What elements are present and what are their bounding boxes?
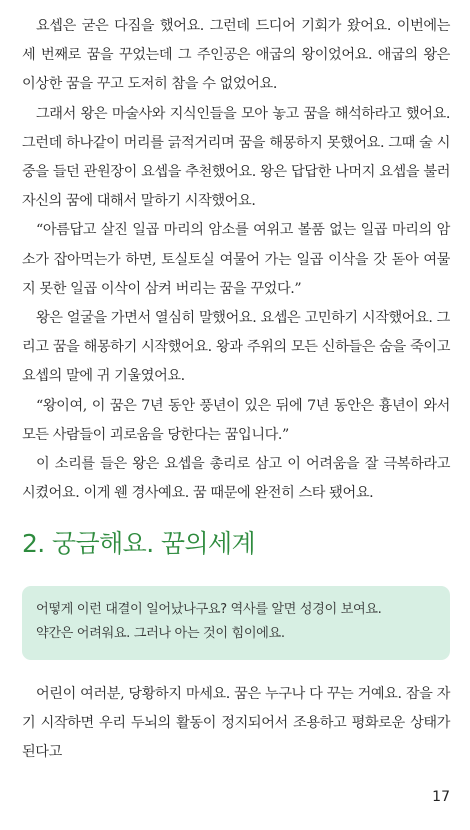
callout-line: 어떻게 이런 대결이 일어났나구요? 역사를 알면 성경이 보여요.: [36, 602, 382, 617]
quote-paragraph: “아름답고 살진 일곱 마리의 암소를 여위고 볼품 없는 일곱 마리의 암소가 잡아먹는가 하면, 토실토실 여물어 가는 일곱 이삭을 갓 돋아 여물지 못한 일곱 이삭이 삼켜 버리는 꿈을 꾸었다.”: [22, 222, 450, 297]
paragraph: 왕은 얼굴을 가면서 열심히 말했어요. 요셉은 고민하기 시작했어요. 그리고 꿈을 해몽하기 시작했어요. 왕과 주위의 모든 신하들은 숨을 죽이고 요셉의 말에 귀 기울였어요.: [22, 310, 450, 385]
page-number: 17: [432, 789, 450, 805]
quote-paragraph: “왕이여, 이 꿈은 7년 동안 풍년이 있은 뒤에 7년 동안은 흉년이 와서 모든 사람들이 괴로움을 당한다는 꿈입니다.”: [22, 397, 450, 443]
section-heading: 2. 궁금해요. 꿈의세계: [22, 529, 256, 558]
story-text-block: [22, 12, 450, 508]
callout-line: 약간은 어려워요. 그러나 아는 것이 힘이에요.: [36, 626, 285, 641]
callout-box: [22, 586, 450, 660]
paragraph: 이 소리를 들은 왕은 요셉을 총리로 삼고 이 어려움을 잘 극복하라고 시켰어요. 이게 웬 경사예요. 꿈 때문에 완전히 스타 됐어요.: [22, 456, 450, 502]
paragraph: 그래서 왕은 마술사와 지식인들을 모아 놓고 꿈을 해석하라고 했어요. 그런데 하나같이 머리를 긁적거리며 꿈을 해몽하지 못했어요. 그때 술 시중을 들던 관원장이 요셉을 추천했어요. 왕은 답답한 나머지 요셉을 불러 자신의 꿈에 대해서 말하기 시작했어요.: [22, 105, 450, 210]
paragraph: 어린이 여러분, 당황하지 마세요. 꿈은 누구나 다 꾸는 거예요. 잠을 자기 시작하면 우리 두뇌의 활동이 정지되어서 조용하고 평화로운 상태가 된다고: [22, 686, 450, 761]
paragraph: 요셉은 굳은 다짐을 했어요. 그런데 드디어 기회가 왔어요. 이번에는 세 번째로 꿈을 꾸었는데 그 주인공은 애굽의 왕이었어요. 애굽의 왕은 이상한 꿈을 꾸고 도저히 참을 수 없었어요.: [22, 18, 450, 93]
section-text-block: [22, 680, 450, 768]
